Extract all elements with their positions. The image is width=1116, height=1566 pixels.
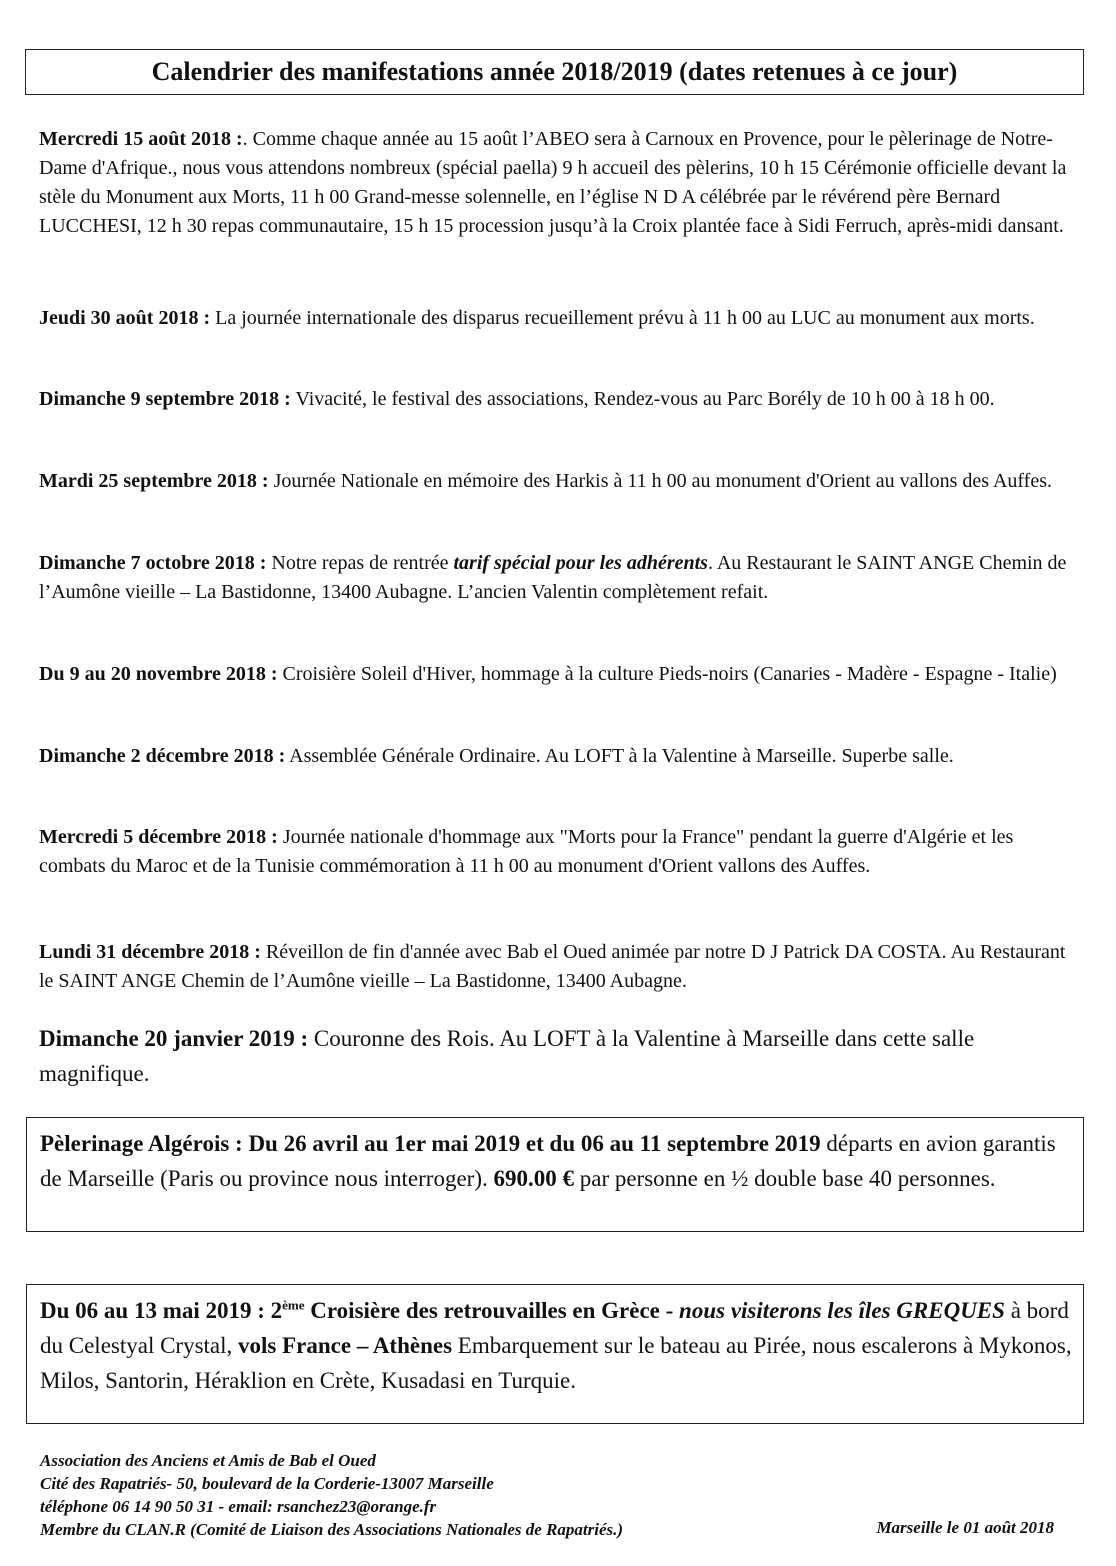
event-text: . Au Restaurant le SAINT ANGE Chemin de l’Aumône vieille – La Bastidonne, 13400 Aubagne. L’ancien Valentin complètement refait. (39, 552, 1067, 603)
event-date: Mardi 25 septembre 2018 : (39, 470, 269, 492)
event-date: Dimanche 2 décembre 2018 : (39, 745, 286, 767)
croisiere-text: à bord du Celestyal Crystal, (40, 1298, 1069, 1358)
event-text: Journée nationale d'hommage aux "Morts pour la France" pendant la guerre d'Algérie et les combats du Maroc et de la Tunisie commémoration à 11 h 00 au monument d'Orient vallons des Auffes. (39, 826, 1014, 877)
pelerinage-text: départs en avion garantis de Marseille (Paris ou province nous interroger). (40, 1131, 1056, 1191)
event-text: Journée Nationale en mémoire des Harkis à 11 h 00 au monument d'Orient au vallons des Auffes. (268, 470, 1053, 492)
croisiere-lead: Du 06 au 13 mai 2019 : 2 (40, 1298, 283, 1323)
croisiere-emphasis: nous visiterons les îles GREQUES (679, 1298, 1005, 1323)
croisiere-box (26, 1284, 1084, 1424)
event-date: Du 9 au 20 novembre 2018 : (39, 663, 278, 685)
event-item (39, 549, 1079, 607)
event-item (39, 467, 1079, 496)
event-text: . Comme chaque année au 15 août l’ABEO sera à Carnoux en Provence, pour le pèlerinage de Notre-Dame d'Afrique., nous vous attendons nombreux (spécial paella) 9 h accueil des pèlerins, 10 h 15 Cérémonie officielle devant la stèle du Monument aux Morts, 11 h 00 Grand-messe solennelle, en l’église N D A célébrée par le révérend père Bernard LUCCHESI, 12 h 30 repas communautaire, 15 h 15 procession jusqu’à la Croix plantée face à Sidi Ferruch, après-midi dansant. (39, 128, 1067, 237)
croisiere-text-2: Embarquement sur le bateau au Pirée, nous escalerons à Mykonos, Milos, Santorin, Héraklion en Crète, Kusadasi en Turquie. (40, 1333, 1072, 1393)
footer-association: Association des Anciens et Amis de Bab el Oued (40, 1451, 376, 1470)
event-item (39, 823, 1079, 881)
event-date: Dimanche 20 janvier 2019 : (39, 1026, 309, 1051)
event-date: Dimanche 7 octobre 2018 : (39, 552, 267, 574)
event-text: La journée internationale des disparus recueillement prévu à 11 h 00 au LUC au monument aux morts. (210, 307, 1035, 329)
croisiere-flights: vols France – Athènes (238, 1333, 453, 1358)
croisiere-title: Croisière des retrouvailles en Grèce - (304, 1298, 680, 1323)
event-date: Jeudi 30 août 2018 : (39, 307, 211, 329)
pelerinage-box (26, 1117, 1084, 1232)
event-item (39, 304, 1079, 333)
event-text: Assemblée Générale Ordinaire. Au LOFT à la Valentine à Marseille. Superbe salle. (285, 745, 954, 767)
event-text: Couronne des Rois. Au LOFT à la Valentine à Marseille dans cette salle magnifique. (39, 1026, 975, 1086)
event-date: Mercredi 15 août 2018 : (39, 128, 243, 150)
event-text: Croisière Soleil d'Hiver, hommage à la culture Pieds-noirs (Canaries - Madère - Espagne - Italie) (277, 663, 1057, 685)
document-title: Calendrier des manifestations année 2018/2019 (dates retenues à ce jour) (25, 49, 1084, 95)
event-date: Mercredi 5 décembre 2018 : (39, 826, 278, 848)
croisiere-sup: ème (282, 1297, 305, 1313)
footer-membership: Membre du CLAN.R (Comité de Liaison des Associations Nationales de Rapatriés.) (40, 1520, 624, 1539)
event-item (39, 742, 1079, 771)
event-date: Dimanche 9 septembre 2018 : (39, 388, 291, 410)
pelerinage-price: 690.00 € (493, 1166, 574, 1191)
event-item (39, 1021, 1079, 1091)
event-text: Réveillon de fin d'année avec Bab el Oued animée par notre D J Patrick DA COSTA. Au Restaurant le SAINT ANGE Chemin de l’Aumône vieille – La Bastidonne, 13400 Aubagne. (39, 941, 1066, 992)
pelerinage-lead: Pèlerinage Algérois : Du 26 avril au 1er mai 2019 et du 06 au 11 septembre 2019 (40, 1131, 821, 1156)
footer-contact: téléphone 06 14 90 50 31 - email: rsanchez23@orange.fr (40, 1497, 437, 1516)
footer-address: Cité des Rapatriés- 50, boulevard de la Corderie-13007 Marseille (40, 1474, 494, 1493)
event-text: Notre repas de rentrée (266, 552, 454, 574)
event-item (39, 660, 1079, 689)
event-item (39, 385, 1079, 414)
event-text: Vivacité, le festival des associations, Rendez-vous au Parc Borély de 10 h 00 à 18 h 00. (290, 388, 995, 410)
event-emphasis: tarif spécial pour les adhérents (453, 552, 708, 574)
footer-date: Marseille le 01 août 2018 (876, 1518, 1054, 1537)
pelerinage-text-2: par personne en ½ double base 40 personnes. (573, 1166, 996, 1191)
event-item (39, 125, 1079, 241)
event-date: Lundi 31 décembre 2018 : (39, 941, 261, 963)
event-item (39, 938, 1079, 996)
